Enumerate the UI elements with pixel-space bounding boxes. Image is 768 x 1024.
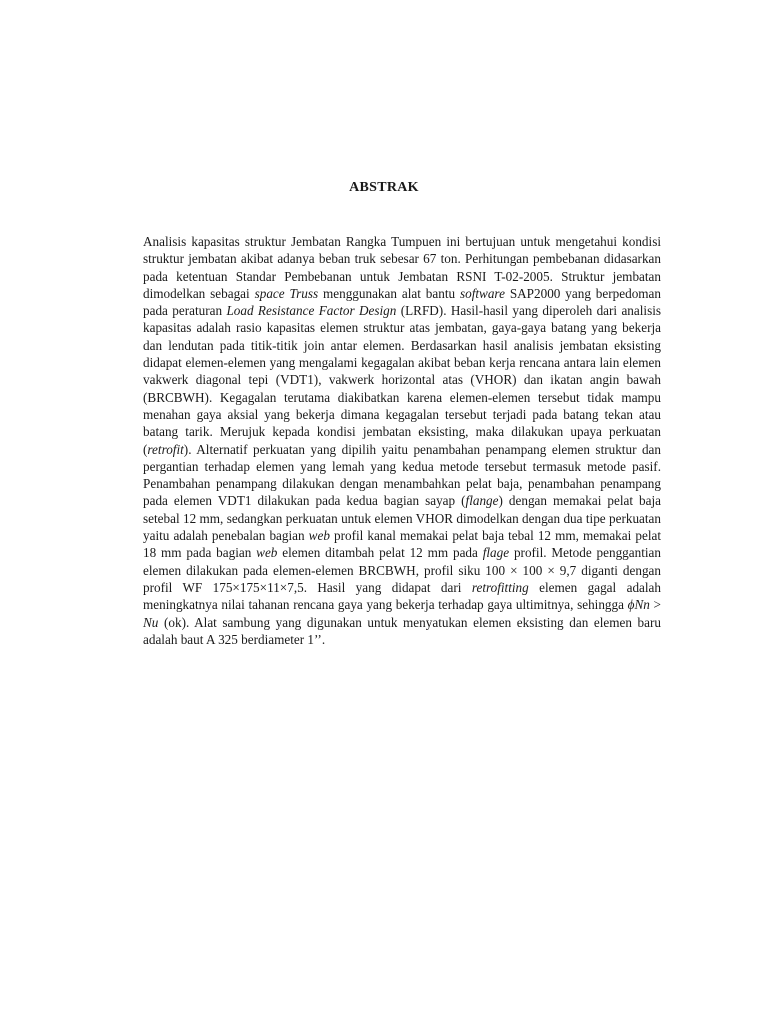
italic-term: flange: [465, 493, 499, 509]
text-run: profil kanal memakai pelat baja tebal 12 mm, memakai pelat 18 mm pada bagian: [143, 528, 661, 561]
abstract-title: ABSTRAK: [349, 180, 419, 195]
italic-term: retrofitting: [471, 579, 529, 595]
text-run: elemen gagal adalah meningkatnya nilai tahanan rencana gaya yang bekerja terhadap gaya ultimitnya, sehingga: [143, 579, 661, 613]
text-run: ) dengan memakai pelat baja setebal 12 mm, sedangkan perkuatan untuk elemen VHOR dimodelkan dengan dua tipe perkuatan yaitu adalah penebalan bagian: [143, 493, 661, 544]
italic-term: space Truss: [254, 285, 319, 301]
text-run: menggunakan alat bantu: [318, 285, 460, 301]
text-run: SAP2000 yang berpedoman pada peraturan: [143, 285, 661, 319]
italic-term: software: [459, 285, 505, 301]
italic-term: web: [256, 545, 278, 561]
text-run: profil. Metode penggantian elemen dilakukan pada elemen-elemen BRCBWH, profil siku 100 × 100 × 9,7 diganti dengan profil WF 175×175×11×7,5. Hasil yang didapat dari: [143, 545, 661, 595]
italic-term: ϕNn: [627, 597, 650, 613]
italic-term: Load Resistance Factor Design: [226, 303, 397, 319]
italic-term: retrofit: [147, 441, 184, 457]
text-run: (LRFD). Hasil-hasil yang diperoleh dari analisis kapasitas adalah rasio kapasitas elemen struktur atas jembatan, gaya-gaya batang yang bekerja dan lendutan pada titik-titik join antar elemen. Berdasarkan hasil analisis jembatan eksisting didapat elemen-elemen yang mengalami kegagalan akibat beban kerja rencana antara lain elemen vakwerk diagonal tepi (VDT1), vakwerk horizontal atas (VHOR) dan ikatan angin bawah (BRCBWH). Kegagalan terutama diakibatkan karena elemen-elemen tersebut tidak mampu menahan gaya aksial yang bekerja dimana kegagalan tersebut terjadi pada batang tekan atau batang tarik. Merujuk kepada kondisi jembatan eksisting, maka dilakukan upaya perkuatan (: [143, 303, 661, 457]
text-run: >: [649, 597, 661, 613]
italic-term: web: [308, 528, 330, 544]
italic-term: Nu: [143, 614, 159, 630]
text-run: (ok). Alat sambung yang digunakan untuk menyatukan elemen eksisting dan elemen baru adalah baut A 325 berdiameter 1’’.: [143, 614, 661, 647]
text-run: elemen ditambah pelat 12 mm pada: [277, 545, 483, 561]
text-run: Analisis kapasitas struktur Jembatan Rangka Tumpuen ini bertujuan untuk mengetahui kondisi struktur jembatan akibat adanya beban truk sebesar 67 ton. Perhitungan pembebanan didasarkan pada ketentuan Standar Pembebanan untuk Jembatan RSNI T-02-2005. Struktur jembatan dimodelkan sebagai: [143, 234, 661, 301]
italic-term: flage: [482, 545, 510, 561]
abstract-paragraph: [143, 233, 661, 648]
text-run: ). Alternatif perkuatan yang dipilih yaitu penambahan penampang elemen struktur dan pergantian terhadap elemen yang lemah yang kedua metode tersebut termasuk metode pasif. Penambahan penampang dilakukan dengan menambahkan pelat baja, penambahan penampang pada elemen VDT1 dilakukan pada kedua bagian sayap (: [143, 441, 661, 509]
